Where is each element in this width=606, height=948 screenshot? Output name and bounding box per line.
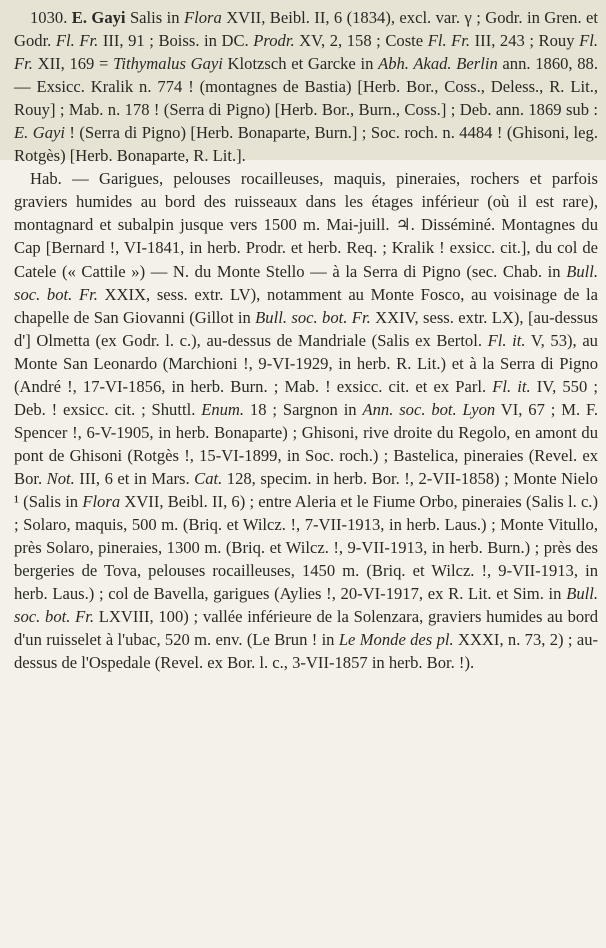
habitat-segment: Hab. — Garigues, pelouses rocailleuses, maquis, pineraies, rochers et parfois graviers humides au bord des ruisseaux dans les étages inférieur (où il est rare), montagnard et subalpin jusque vers 1500 m. Mai-juill. ♃. Disséminé. Montagnes du Cap [Bernard !, VI-1841, in herb. Prodr. et herb. Req. ; Kralik ! exsicc. cit.], du col de Catele (« Cattile ») — N. du Monte Stello — à la Serra di Pigno (sec. Chab. in: [14, 169, 598, 281]
entry-number: 1030.: [30, 8, 68, 27]
habitat-segment: Cat.: [194, 468, 223, 488]
synonymy-segment: III, 243 ; Rouy: [470, 31, 580, 51]
synonymy-text: [14, 8, 598, 165]
synonymy-segment: E. Gayi: [14, 123, 65, 143]
habitat-segment: XXIX, sess. extr. LV), notamment au Monte Fosco, au voisinage de la chapelle de San Giovanni (Gillot in: [14, 284, 598, 327]
habitat-segment: XVII, Beibl. II, 6) ; entre Aleria et le Fiume Orbo, pineraies (Salis l. c.) ; Solaro, maquis, 500 m. (Briq. et Wilcz. !, 7-VII-1913, in herb. Laus.) ; Monte Vitullo, près Solaro, pineraies, 1300 m. (Briq. et Wilcz. !, 9-VII-1913, in herb. Burn.) ; près des bergeries de Tova, pelouses rocailleuses, 1450 m. (Briq. et Wilcz. !, 9-VII-1913, in herb. Laus.) ; col de Bavella, garigues (Aylies !, 20-VI-1917, ex R. Lit. et Sim. in: [14, 491, 598, 604]
habitat-segment: Bull. soc. bot. Fr.: [255, 307, 371, 327]
habitat-segment: Bull. soc. bot. Fr.: [14, 261, 598, 304]
genus-abbreviation: E.: [71, 8, 87, 27]
synonymy-segment: Prodr.: [253, 31, 295, 51]
habitat-segment: Not.: [46, 468, 75, 488]
synonymy-paragraph: [14, 6, 598, 167]
habitat-segment: Bull. soc. bot. Fr.: [14, 584, 598, 627]
synonymy-segment: ! (Serra di Pigno) [Herb. Bonaparte, Burn.] ; Soc. roch. n. 4484 ! (Ghisoni, leg. Rotgès) [Herb. Bonaparte, R. Lit.].: [14, 123, 598, 166]
synonymy-segment: XV, 2, 158 ; Coste: [294, 31, 428, 51]
synonymy-segment: Salis in: [129, 8, 184, 27]
habitat-segment: V, 53), au Monte San Leonardo (Marchioni !, 9-VI-1929, in herb. R. Lit.) et à la Serra di Pigno (André !, 17-VI-1856, in herb. Burn. ; Mab. ! exsicc. cit. et ex Parl.: [14, 330, 598, 396]
synonymy-segment: XII, 169 =: [32, 54, 114, 74]
synonymy-segment: Fl. Fr.: [55, 31, 99, 51]
habitat-segment: Fl. it.: [487, 330, 526, 350]
habitat-text: [14, 169, 598, 672]
synonymy-segment: Klotzsch et Garcke in: [222, 54, 379, 74]
habitat-segment: Enum.: [201, 399, 245, 419]
habitat-segment: LXVIII, 100) ; vallée inférieure de la Solenzara, graviers humides au bord d'un ruisselet à l'ubac, 520 m. env. (Le Brun ! in: [14, 607, 598, 650]
synonymy-segment: Abh. Akad. Berlin: [378, 54, 498, 74]
habitat-segment: III, 6 et in Mars.: [74, 468, 195, 488]
habitat-segment: Flora: [82, 491, 121, 511]
synonymy-segment: Fl. Fr.: [14, 31, 598, 74]
habitat-segment: 18 ; Sargnon in: [244, 399, 363, 419]
synonymy-segment: III, 91 ; Boiss. in DC.: [98, 31, 254, 51]
species-name: Gayi: [91, 8, 126, 27]
document-text: [14, 6, 598, 674]
habitat-segment: VI, 67 ; M. F. Spencer !, 6-V-1905, in herb. Bonaparte) ; Ghisoni, rive droite du Regolo, en amont du pont de Ghisoni (Rotgès !, 15-VI-1899, in Soc. roch.) ; Bastelica, pineraies (Revel. ex Bor.: [14, 399, 598, 488]
synonymy-segment: Tithymalus Gayi: [113, 54, 223, 74]
synonymy-segment: Fl. Fr.: [427, 31, 471, 51]
habitat-segment: 128, specim. in herb. Bor. !, 2-VII-1858) ; Monte Nielo ¹ (Salis in: [14, 468, 598, 511]
habitat-paragraph: [14, 167, 598, 674]
habitat-segment: IV, 550 ; Deb. ! exsicc. cit. ; Shuttl.: [14, 376, 598, 419]
synonymy-segment: ann. 1860, 88. — Exsicc. Kralik n. 774 ! (montagnes de Bastia) [Herb. Bor., Coss., Deless., R. Lit., Rouy] ; Mab. n. 178 ! (Serra di Pigno) [Herb. Bor., Burn., Coss.] ; Deb. ann. 1869 sub :: [14, 54, 598, 120]
habitat-segment: XXXI, n. 73, 2) ; au-dessus de l'Ospedale (Revel. ex Bor. l. c., 3-VII-1857 in herb. Bor. !).: [14, 630, 599, 673]
habitat-segment: Fl. it.: [492, 376, 531, 396]
habitat-segment: Ann. soc. bot. Lyon: [362, 399, 496, 419]
habitat-segment: XXIV, sess. extr. LX), [au-dessus d'] Olmetta (ex Godr. l. c.), au-dessus de Mandriale (Salis ex Bertol.: [14, 307, 598, 350]
synonymy-segment: XVII, Beibl. II, 6 (1834), excl. var. γ ; Godr. in Gren. et Godr.: [14, 8, 598, 51]
synonymy-segment: Flora: [183, 8, 222, 27]
habitat-segment: Le Monde des pl.: [338, 630, 454, 650]
